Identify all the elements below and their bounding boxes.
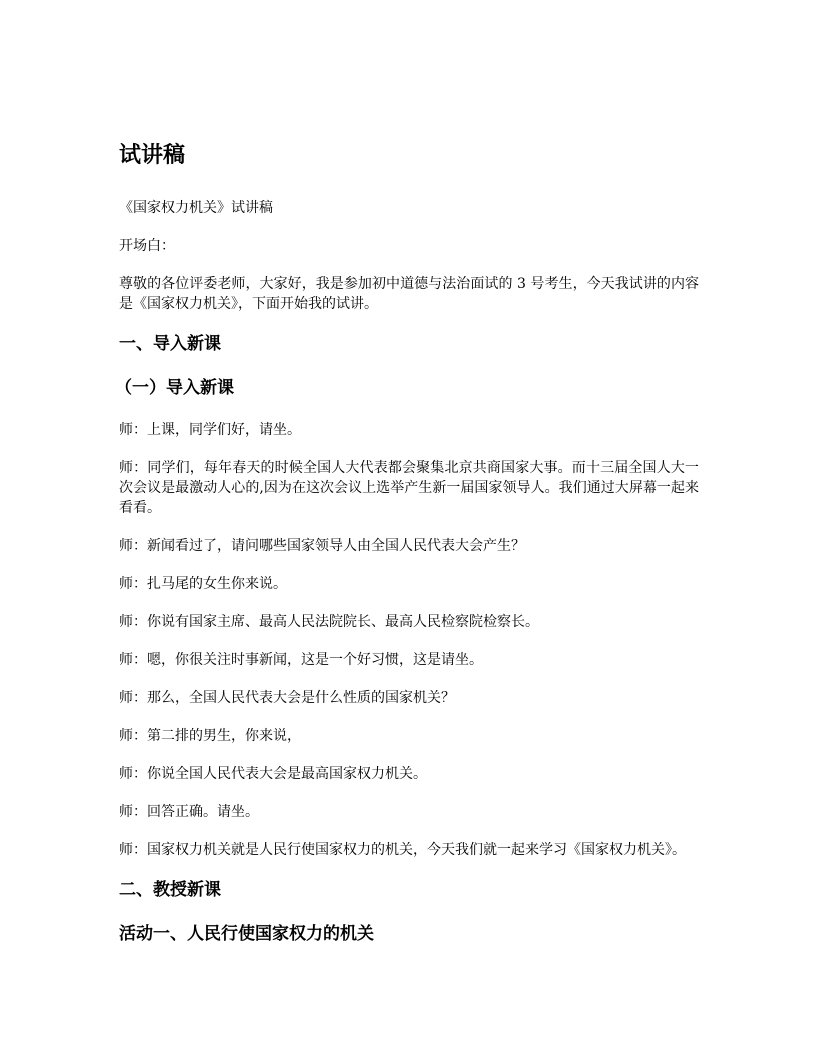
dialogue-paragraph: 师：嗯，你很关注时事新闻，这是一个好习惯，这是请坐。 [119,652,483,668]
dialogue-paragraph: 师：你说有国家主席、最高人民法院院长、最高人民检察院检察长。 [119,614,539,630]
dialogue-paragraph: 师：回答正确。请坐。 [119,804,259,820]
section-heading-intro: 一、导入新课 [119,334,221,354]
dialogue-paragraph: 师：同学们，每年春天的时候全国人大代表都会聚集北京共商国家大事。而十三届全国人大一次会议是最激动人心的,因为在这次会议上选举产生新一届国家领导人。我们通过大屏幕一起来看看。 [119,460,699,516]
activity-heading: 活动一、人民行使国家权力的机关 [119,924,374,944]
dialogue-paragraph: 师：扎马尾的女生你来说。 [119,576,287,592]
document-subtitle: 《国家权力机关》试讲稿 [119,200,273,216]
dialogue-paragraph: 师：新闻看过了，请问哪些国家领导人由全国人民代表大会产生？ [119,538,525,554]
subsection-heading-intro: （一）导入新课 [115,378,234,398]
document-title: 试讲稿 [119,143,186,168]
dialogue-paragraph: 师：你说全国人民代表大会是最高国家权力机关。 [119,766,427,782]
dialogue-paragraph: 师：第二排的男生，你来说， [119,728,301,744]
section-heading-teaching: 二、教授新课 [119,880,221,900]
opening-label: 开场白： [119,238,175,254]
dialogue-paragraph: 师：那么，全国人民代表大会是什么性质的国家机关？ [119,690,455,706]
dialogue-paragraph: 师：国家权力机关就是人民行使国家权力的机关，今天我们就一起来学习《国家权力机关》。 [119,842,686,858]
dialogue-paragraph: 师：上课，同学们好，请坐。 [119,422,301,438]
opening-paragraph: 尊敬的各位评委老师，大家好，我是参加初中道德与法治面试的 3 号考生，今天我试讲的内容是《国家权力机关》，下面开始我的试讲。 [119,276,699,312]
document-page [115,140,699,966]
